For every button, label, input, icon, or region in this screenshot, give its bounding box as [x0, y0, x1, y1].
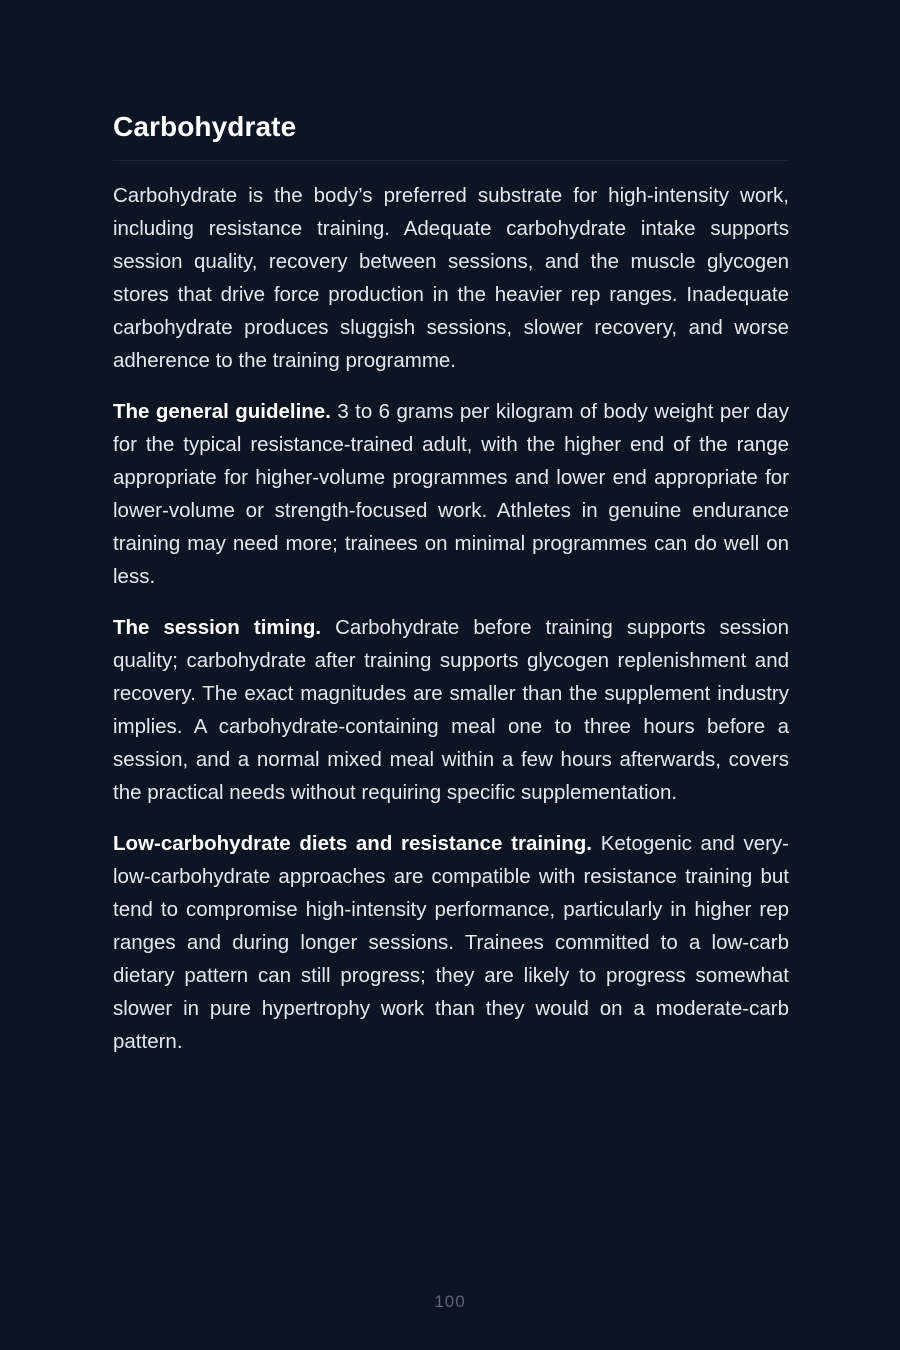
paragraph-general-guideline [113, 395, 789, 593]
page-content [113, 108, 789, 1076]
paragraph-lead: Low-carbohydrate diets and resistance training. [113, 832, 593, 855]
page-number: 100 [434, 1292, 466, 1311]
paragraph-lead: The session timing. [113, 616, 322, 639]
paragraph-session-timing [113, 611, 789, 809]
paragraph-text: Carbohydrate is the body’s preferred substrate for high-intensity work, including resistance training. Adequate carbohydrate intake supports session quality, recovery between sessions, and the muscle glycogen stores that drive force production in the heavier rep ranges. Inadequate carbohydrate produces sluggish sessions, slower recovery, and worse adherence to the training programme. [113, 184, 789, 372]
heading-divider [113, 160, 789, 161]
paragraph-intro [113, 179, 789, 377]
paragraph-low-carb [113, 827, 789, 1058]
paragraph-text: Ketogenic and very-low-carbohydrate approaches are compatible with resistance training but tend to compromise high-intensity performance, particularly in higher rep ranges and during longer sessions. Trainees committed to a low-carb dietary pattern can still progress; they are likely to progress somewhat slower in pure hypertrophy work than they would on a moderate-carb pattern. [113, 832, 789, 1053]
paragraph-text: Carbohydrate before training supports session quality; carbohydrate after training supports glycogen replenishment and recovery. The exact magnitudes are smaller than the supplement industry implies. A carbohydrate-containing meal one to three hours before a session, and a normal mixed meal within a few hours afterwards, covers the practical needs without requiring specific supplementation. [113, 616, 790, 804]
section-heading: Carbohydrate [113, 111, 297, 142]
paragraph-text: 3 to 6 grams per kilogram of body weight per day for the typical resistance-trained adult, with the higher end of the range appropriate for higher-volume programmes and lower end appropriate for lower-volume or strength-focused work. Athletes in genuine endurance training may need more; trainees on minimal programmes can do well on less. [113, 400, 789, 588]
paragraph-lead: The general guideline. [113, 400, 331, 423]
